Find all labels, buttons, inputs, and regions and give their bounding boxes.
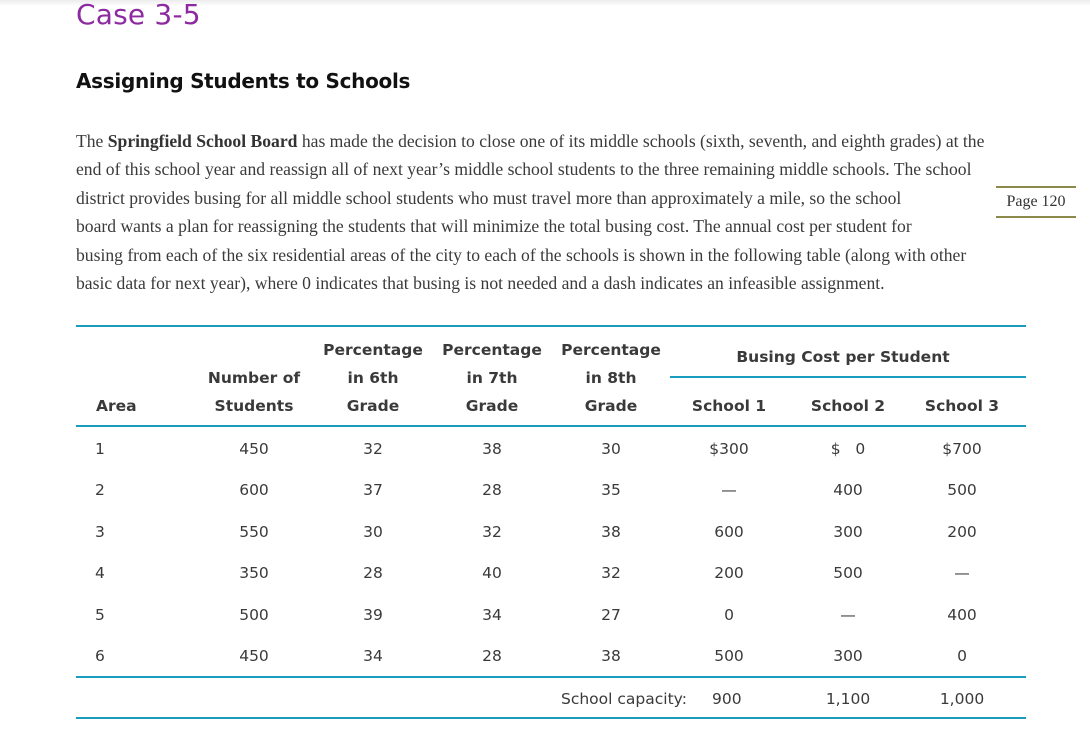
case-label: Case 3-5: [76, 0, 201, 31]
cell-school-2-cost: 300: [833, 647, 863, 665]
page-marker: Page 120: [996, 186, 1076, 218]
header-school-2: School 2: [810, 397, 886, 415]
header-pct6-line3: Grade: [346, 397, 400, 415]
cell-school-1-cost: 600: [714, 523, 744, 541]
cell-school-3-cost: —: [954, 564, 970, 582]
cell-pct7: 32: [482, 523, 502, 541]
body-bottom-rule: [76, 676, 1026, 678]
cell-pct6: 30: [363, 523, 383, 541]
capacity-school-3: 1,000: [939, 690, 985, 708]
cell-pct8: 38: [601, 647, 621, 665]
cell-school-3-cost: 500: [947, 481, 977, 499]
cell-pct6: 37: [363, 481, 383, 499]
cell-students: 350: [239, 564, 269, 582]
header-pct8-line2: in 8th: [585, 369, 637, 387]
header-school-1: School 1: [691, 397, 767, 415]
cell-school-1-cost: $300: [709, 440, 749, 458]
cell-students: 450: [239, 440, 269, 458]
cell-school-1-cost: —: [721, 481, 737, 499]
cell-pct8: 27: [601, 606, 621, 624]
capacity-label: School capacity:: [561, 690, 687, 708]
paragraph-line: The Springfield School Board has made the decision to close one of its middle schools (sixth, seventh, and eighth grades) at the: [76, 131, 985, 151]
paragraph-line: board wants a plan for reassigning the students that will minimize the total busing cost. The annual cost per student for: [76, 216, 912, 237]
cell-pct7: 34: [482, 606, 502, 624]
capacity-school-1: 900: [712, 690, 742, 708]
cell-school-1-cost: 0: [724, 606, 734, 624]
capacity-school-2: 1,100: [825, 690, 871, 708]
cell-pct7: 38: [482, 440, 502, 458]
header-students-line1: Number of: [207, 369, 301, 387]
table-top-rule: [76, 325, 1026, 327]
header-school-3: School 3: [924, 397, 1000, 415]
cell-school-3-cost: 0: [957, 647, 967, 665]
cell-pct6: 28: [363, 564, 383, 582]
header-students-line2: Students: [214, 397, 294, 415]
cell-area: 1: [95, 440, 105, 458]
cell-students: 500: [239, 606, 269, 624]
header-area: Area: [96, 397, 137, 415]
header-pct6-line1: Percentage: [323, 341, 423, 359]
cell-area: 5: [95, 606, 105, 624]
busing-subheader-rule: [670, 376, 1026, 378]
header-pct7-line3: Grade: [465, 397, 519, 415]
cell-school-2-cost: 300: [833, 523, 863, 541]
cell-pct6: 39: [363, 606, 383, 624]
cell-pct6: 34: [363, 647, 383, 665]
header-bottom-rule: [76, 425, 1026, 427]
cell-area: 6: [95, 647, 105, 665]
header-pct6-line2: in 6th: [347, 369, 399, 387]
header-pct8-line1: Percentage: [561, 341, 661, 359]
case-paragraph: [76, 127, 1066, 297]
cell-pct7: 40: [482, 564, 502, 582]
paragraph-line: end of this school year and reassign all of next year’s middle school students to the three remaining middle schools. The school: [76, 159, 972, 180]
cell-school-3-cost: 400: [947, 606, 977, 624]
cell-school-2-cost: 400: [833, 481, 863, 499]
cell-pct8: 38: [601, 523, 621, 541]
paragraph-line: busing from each of the six residential areas of the city to each of the schools is shown in the following table (along with other: [76, 244, 967, 265]
header-busing-cost-group: Busing Cost per Student: [736, 348, 950, 366]
cell-pct7: 28: [482, 481, 502, 499]
cell-students: 450: [239, 647, 269, 665]
cell-area: 2: [95, 481, 105, 499]
cell-school-3-cost: $700: [942, 440, 982, 458]
cell-area: 4: [95, 564, 105, 582]
paragraph-line: district provides busing for all middle school students who must travel more than approximately a mile, so the school: [76, 187, 902, 208]
cell-students: 600: [239, 481, 269, 499]
header-pct7-line1: Percentage: [442, 341, 542, 359]
cell-school-1-cost: 200: [714, 564, 744, 582]
table-bottom-rule: [76, 717, 1026, 719]
cell-school-2-cost: —: [840, 606, 856, 624]
header-pct8-line3: Grade: [584, 397, 638, 415]
cell-pct8: 30: [601, 440, 621, 458]
springfield-school-board: Springfield School Board: [107, 131, 298, 151]
paragraph-line: basic data for next year), where 0 indicates that busing is not needed and a dash indicates an infeasible assignment.: [76, 273, 885, 294]
cell-pct8: 35: [601, 481, 621, 499]
cell-school-2-cost: 500: [833, 564, 863, 582]
cell-pct6: 32: [363, 440, 383, 458]
cell-area: 3: [95, 523, 105, 541]
cell-students: 550: [239, 523, 269, 541]
cell-school-1-cost: 500: [714, 647, 744, 665]
cell-pct7: 28: [482, 647, 502, 665]
section-title: Assigning Students to Schools: [76, 69, 411, 93]
cell-pct8: 32: [601, 564, 621, 582]
cell-school-2-cost: $ 0: [830, 440, 866, 458]
cell-school-3-cost: 200: [947, 523, 977, 541]
header-pct7-line2: in 7th: [466, 369, 518, 387]
